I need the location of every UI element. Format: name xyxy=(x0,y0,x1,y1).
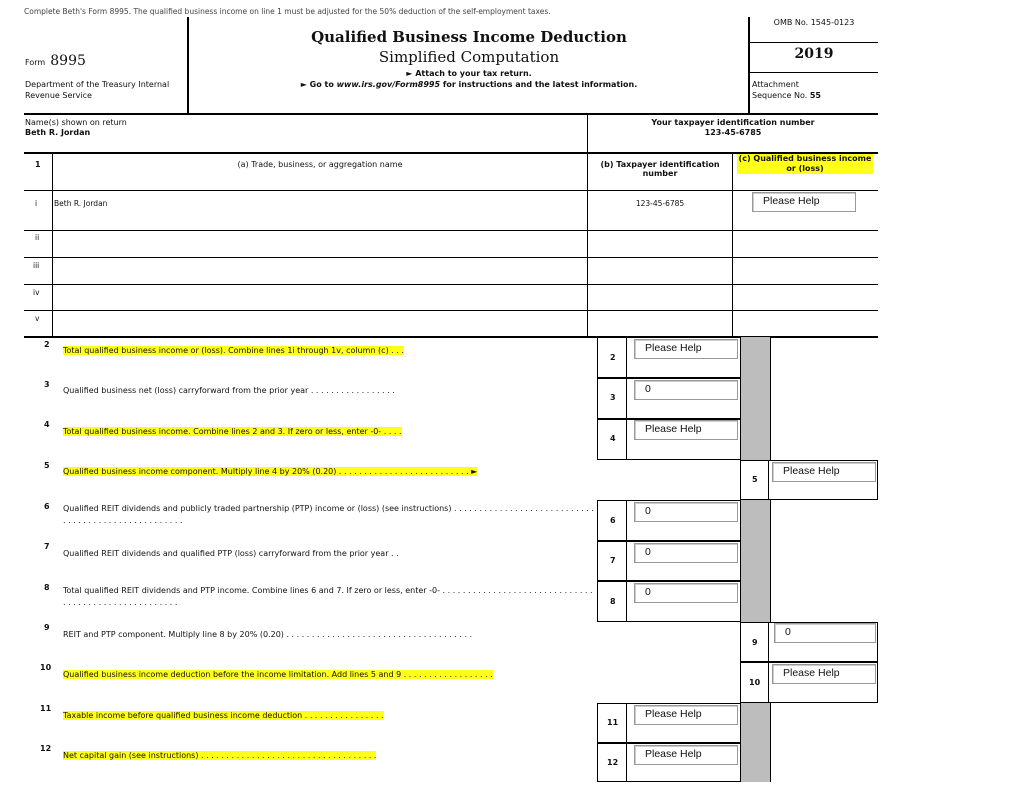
goto-prefix: ► Go to xyxy=(300,80,337,89)
line12-number: 12 xyxy=(40,744,52,753)
line7-text: Qualified REIT dividends and qualified PTP (loss) carryforward from the prior year . . xyxy=(63,549,399,558)
line8-input[interactable]: 0 xyxy=(634,583,738,603)
shaded-column xyxy=(740,337,770,782)
line12-text: Net capital gain (see instructions) . . . . . . . . . . . . . . . . . . . . . . . . . . . . . . . . . . . xyxy=(63,751,377,760)
line3-text: Qualified business net (loss) carryforward from the prior year . . . . . . . . . . . . . . . . . xyxy=(63,386,395,395)
col-c-header: (c) Qualified business income or (loss) xyxy=(738,154,872,173)
name-label: Name(s) shown on return xyxy=(25,118,127,127)
line5-input[interactable]: Please Help xyxy=(772,462,876,482)
line9-number: 9 xyxy=(44,623,50,632)
sequence-number: 55 xyxy=(809,91,821,100)
line11-input[interactable]: Please Help xyxy=(634,705,738,725)
col-b-header: (b) Taxpayer identification number xyxy=(600,160,720,178)
line10-input[interactable]: Please Help xyxy=(772,664,876,684)
instruction-text: Complete Beth's Form 8995. The qualified business income on line 1 must be adjusted for the 50% deduction of the self-employment taxes. xyxy=(24,7,551,16)
line5-number: 5 xyxy=(44,461,50,470)
line10-text: Qualified business income deduction before the income limitation. Add lines 5 and 9 . . . . . . . . . . . . . . . . . . xyxy=(63,670,493,679)
attachment-sequence xyxy=(752,79,821,101)
line2-text: Total qualified business income or (loss). Combine lines 1i through 1v, column (c) . . . xyxy=(63,346,404,355)
line3-input[interactable]: 0 xyxy=(634,380,738,400)
row-i-income-input[interactable]: Please Help xyxy=(752,192,856,212)
line2-number: 2 xyxy=(44,340,50,349)
taxpayer-tin: 123-45-6785 xyxy=(704,128,762,137)
row-i-roman: i xyxy=(35,199,38,208)
attach-text: ► Attach to your tax return. xyxy=(406,69,532,78)
form-number: 8995 xyxy=(50,53,86,69)
line9-text: REIT and PTP component. Multiply line 8 by 20% (0.20) . . . . . . . . . . . . . . . . . . . . . . . . . . . . . . . . . . . . . xyxy=(63,630,473,639)
title-line2: Simplified Computation xyxy=(378,48,560,66)
line6-input[interactable]: 0 xyxy=(634,502,738,522)
line3-number: 3 xyxy=(44,380,50,389)
line7-number: 7 xyxy=(44,542,50,551)
line7-input[interactable]: 0 xyxy=(634,543,738,563)
line6-text: Qualified REIT dividends and publicly traded partnership (PTP) income or (loss) (see instructions) . . . . . . . . . . . . . . . . . . . . . . . . . . . . . . . . . . . . . . . . . . . . . . . . . . . . xyxy=(63,504,594,525)
row-iv-roman: iv xyxy=(33,288,40,297)
attachment-label: Attachment xyxy=(752,80,799,89)
tin-block xyxy=(588,118,878,138)
line12-input[interactable]: Please Help xyxy=(634,745,738,765)
goto-url[interactable]: www.irs.gov/Form8995 xyxy=(336,80,441,89)
title-line1: Qualified Business Income Deduction xyxy=(311,28,627,46)
line4-number: 4 xyxy=(44,420,50,429)
sequence-label: Sequence No. xyxy=(752,91,808,100)
row-i-tin[interactable]: 123-45-6785 xyxy=(635,199,685,208)
form-id xyxy=(25,50,86,69)
line5-text: Qualified business income component. Multiply line 4 by 20% (0.20) . . . . . . . . . . . . . . . . . . . . . . . . . . ► xyxy=(63,467,478,476)
row-i-business-name[interactable]: Beth R. Jordan xyxy=(54,199,108,208)
line8-number: 8 xyxy=(44,583,50,592)
line4-input[interactable]: Please Help xyxy=(634,420,738,440)
line11-text: Taxable income before qualified business income deduction . . . . . . . . . . . . . . . . xyxy=(63,711,384,720)
row-ii-roman: ii xyxy=(35,233,40,242)
col-a-header: (a) Trade, business, or aggregation name xyxy=(237,160,403,169)
line9-input[interactable]: 0 xyxy=(774,623,876,643)
taxpayer-name: Beth R. Jordan xyxy=(25,128,91,137)
tax-year: 2019 xyxy=(794,46,834,62)
line6-number: 6 xyxy=(44,502,50,511)
row-v-roman: v xyxy=(35,314,40,323)
row-iii-roman: iii xyxy=(33,261,40,270)
line11-number: 11 xyxy=(40,704,52,713)
line8-text: Total qualified REIT dividends and PTP income. Combine lines 6 and 7. If zero or less, enter -0- . . . . . . . . . . . . . . . . . . . . . . . . . . . . . . . . . . . . . . . . . . . . . . . . . . . . . xyxy=(63,586,593,607)
tin-label: Your taxpayer identification number xyxy=(651,118,815,127)
department: Department of the Treasury Internal Revenue Service xyxy=(25,80,170,100)
goto-suffix: for instructions and the latest information. xyxy=(440,80,638,89)
line4-text: Total qualified business income. Combine lines 2 and 3. If zero or less, enter -0- . . . . xyxy=(63,427,402,436)
goto-text xyxy=(190,80,748,89)
form-title xyxy=(190,27,748,67)
line2-input[interactable]: Please Help xyxy=(634,339,738,359)
line10-number: 10 xyxy=(40,663,52,672)
name-block xyxy=(25,118,127,138)
form-word: Form xyxy=(25,58,46,67)
line1-number: 1 xyxy=(35,160,41,169)
omb-number: OMB No. 1545-0123 xyxy=(773,18,855,27)
